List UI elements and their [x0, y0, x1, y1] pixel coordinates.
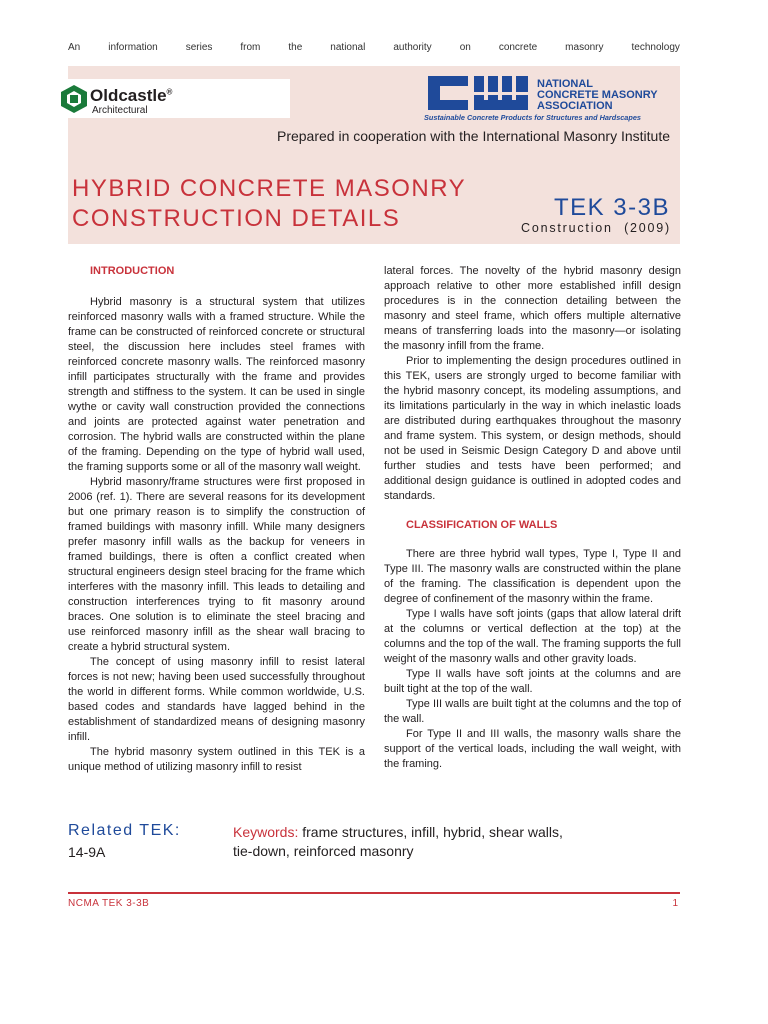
- ncma-name-line: CONCRETE MASONRY: [537, 89, 658, 101]
- related-tek-title: Related TEK:: [68, 822, 181, 839]
- ncma-logo-icon: [424, 70, 532, 114]
- section-heading-classification: CLASSIFICATION OF WALLS: [406, 519, 558, 531]
- series-line: [68, 42, 680, 53]
- tek-category: [460, 221, 671, 235]
- body-paragraph: Type I walls have soft joints (gaps that allow lateral drift at the columns or vertical deflection at the top) at the columns and the top of the wall. The framing supports the full weight of the masonry walls and other gravity loads.: [384, 608, 681, 665]
- series-word: An: [68, 42, 81, 53]
- series-word: series: [185, 42, 213, 53]
- ncma-name-line: NATIONAL: [537, 78, 594, 90]
- series-word: masonry: [565, 42, 604, 53]
- body-paragraph: lateral forces. The novelty of the hybrid masonry design approach relative to other more established infill design procedures is in the connection detailing between the masonry and steel frame, which offers multiple alternative means of transferring loads into the masonry—or isolating the masonry infill from the frame.: [384, 265, 681, 352]
- series-word: the: [288, 42, 303, 53]
- body-paragraph: Hybrid masonry/frame structures were first proposed in 2006 (ref. 1). There are several reasons for its development but one primary reason is to simplify the construction of framed buildings with masonry infill. While many designers prefer masonry infill walls as the backup for veneers in framed buildings, there is often a conflict created when structural engineers design steel bracing for the frame which interferes with the masonry infill. This leads to detailing and construction interferences trying to fit masonry around braces. One solution is to eliminate the steel bracing and use reinforced masonry infill as the shear wall bracing to create a hybrid structural system.: [68, 476, 365, 653]
- footer-doc-id: NCMA TEK 3-3B: [68, 898, 150, 909]
- series-word: information: [108, 42, 158, 53]
- ncma-tagline: Sustainable Concrete Products for Structures and Hardscapes: [424, 113, 641, 122]
- title-line: CONSTRUCTION DETAILS: [72, 205, 401, 232]
- right-column: [384, 264, 681, 772]
- title-line: HYBRID CONCRETE MASONRY: [72, 175, 467, 202]
- body-paragraph: Prior to implementing the design procedures outlined in this TEK, users are strongly urged to become familiar with the hybrid masonry concept, its modeling assumptions, and its limitations particularly in the way in which inelastic loads are distributed during earthquakes throughout the masonry and frame system. This system, or design methods, should not be used in Seismic Design Category D and above until further studies and tests have been performed; and additional design guidance is outlined in adopted codes and standards.: [384, 355, 681, 502]
- oldcastle-name-text: Oldcastle: [90, 86, 167, 105]
- prepared-line: Prepared in cooperation with the International Masonry Institute: [276, 128, 670, 144]
- footer-rule: [68, 892, 680, 894]
- keywords-label: Keywords:: [233, 824, 299, 840]
- series-word: on: [459, 42, 471, 53]
- page-number: 1: [672, 898, 678, 909]
- series-word: technology: [631, 42, 680, 53]
- registered-mark: ®: [166, 87, 173, 97]
- oldcastle-logo: [52, 79, 290, 118]
- body-paragraph: Hybrid masonry is a structural system that utilizes reinforced masonry walls with a framed structure. While the frame can be constructed of reinforced concrete or structural steel, the discussion here includes steel frames with reinforced concrete masonry walls. The reinforced masonry infill participates structurally with the frame and provides strength and stiffness to the system. It can be used in single wythe or cavity wall construction provided the connections and joints are protected against water penetration and corrosion. The hybrid walls are constructed within the plane of the framing. Depending on the type of hybrid wall used, the framing supports some or all of the masonry wall weight.: [68, 296, 365, 473]
- body-paragraph: Type III walls are built tight at the columns and the top of the wall.: [384, 698, 681, 725]
- left-column: [68, 264, 365, 775]
- keywords: [233, 823, 563, 861]
- related-tek-value: 14-9A: [68, 844, 106, 860]
- body-paragraph: The hybrid masonry system outlined in this TEK is a unique method of utilizing masonry infill to resist: [68, 746, 365, 773]
- oldcastle-sub: Architectural: [92, 105, 148, 116]
- document-title: [72, 174, 466, 234]
- section-heading-introduction: INTRODUCTION: [90, 265, 175, 277]
- oldcastle-name: [90, 86, 172, 106]
- oldcastle-logo-icon: [60, 84, 88, 114]
- body-paragraph: For Type II and III walls, the masonry walls share the support of the vertical loads, including the wall weight, with the framing.: [384, 728, 681, 770]
- ncma-name: [537, 79, 682, 112]
- series-word: from: [240, 42, 261, 53]
- tek-number: TEK 3-3B: [553, 194, 670, 221]
- series-word: authority: [393, 42, 432, 53]
- series-word: concrete: [498, 42, 538, 53]
- ncma-name-line: ASSOCIATION: [537, 100, 613, 112]
- body-paragraph: There are three hybrid wall types, Type I, Type II and Type III. The masonry walls are constructed within the plane of the framing. The classification is dependent upon the degree of confinement of the masonry within the frame.: [384, 548, 681, 605]
- tek-category-label: Construction: [521, 221, 613, 235]
- tek-year: (2009): [624, 221, 671, 235]
- series-word: national: [330, 42, 366, 53]
- body-paragraph: The concept of using masonry infill to resist lateral forces is not new; having been used successfully throughout the world in different forms. While common worldwide, U.S. based codes and standards have lagged behind in the establishment of standardized means of designing masonry infill.: [68, 656, 365, 743]
- body-paragraph: Type II walls have soft joints at the columns and are built tight at the top of the wall.: [384, 668, 681, 695]
- keywords-text: frame structures, infill, hybrid, shear walls, tie-down, reinforced masonry: [233, 824, 563, 859]
